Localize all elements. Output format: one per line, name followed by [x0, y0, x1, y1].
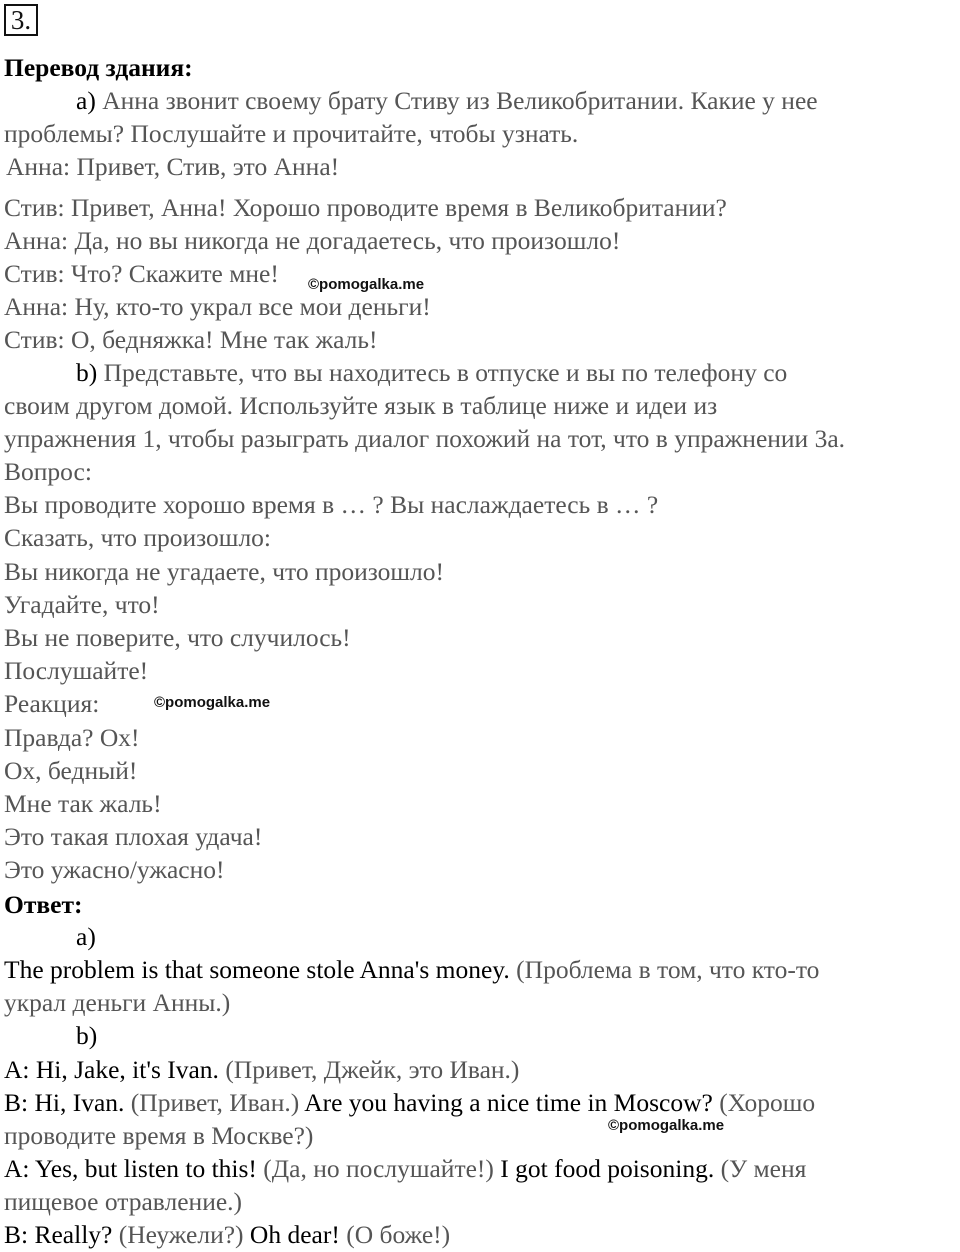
english-text: B: Really?	[4, 1220, 113, 1249]
phrase-line: Послушайте!	[4, 656, 149, 685]
watermark: ©pomogalka.me	[308, 276, 425, 293]
phrase-line: Угадайте, что!	[4, 590, 160, 619]
answer-a-english: The problem is that someone stole Anna's money.	[4, 955, 510, 984]
part-a-line-2: проблемы? Послушайте и прочитайте, чтобы узнать.	[4, 119, 579, 148]
answer-dialogue-line: проводите время в Москве?)	[4, 1121, 314, 1150]
dialogue-line: Стив: Что? Скажите мне!	[4, 259, 279, 288]
answer-dialogue-line: пищевое отравление.)	[4, 1187, 243, 1216]
english-text: B: Hi, Ivan.	[4, 1088, 125, 1117]
part-a-line-1	[76, 86, 818, 116]
english-text: Oh dear!	[249, 1220, 340, 1249]
answer-a-label: a)	[76, 922, 96, 951]
english-text: A: Hi, Jake, it's Ivan.	[4, 1055, 219, 1084]
russian-translation: (У меня	[720, 1154, 807, 1183]
part-b-label: b)	[76, 358, 98, 387]
answer-heading: Ответ:	[4, 890, 83, 919]
phrase-line: Реакция:	[4, 689, 100, 718]
answer-dialogue-line	[4, 1055, 519, 1085]
task-number: 3.	[4, 4, 38, 36]
answer-dialogue-line	[4, 1220, 450, 1250]
watermark: ©pomogalka.me	[608, 1117, 725, 1134]
answer-b-label: b)	[76, 1021, 98, 1050]
answer-a-line-2: украл деньги Анны.)	[4, 988, 231, 1017]
answer-a-line-1	[4, 955, 819, 985]
english-text: Are you having a nice time in Moscow?	[304, 1088, 713, 1117]
russian-translation: (Неужели?)	[118, 1220, 244, 1249]
part-b-line-3: упражнения 1, чтобы разыграть диалог похожий на тот, что в упражнении 3а.	[4, 424, 846, 453]
phrase-line: Вы не поверите, что случилось!	[4, 623, 351, 652]
part-b-line-1	[76, 358, 787, 388]
part-b-text: Представьте, что вы находитесь в отпуске и вы по телефону со	[103, 358, 788, 387]
phrase-line: Ох, бедный!	[4, 756, 138, 785]
russian-translation: (О боже!)	[346, 1220, 451, 1249]
phrase-line: Вы проводите хорошо время в … ? Вы наслаждаетесь в … ?	[4, 490, 659, 519]
english-text: A: Yes, but listen to this!	[4, 1154, 257, 1183]
answer-a-translation: (Проблема в том, что кто-то	[516, 955, 820, 984]
part-b-line-2: своим другом домой. Используйте язык в таблице ниже и идеи из	[4, 391, 718, 420]
phrase-line: Сказать, что произошло:	[4, 523, 272, 552]
phrase-line: Это такая плохая удача!	[4, 822, 263, 851]
answer-dialogue-line	[4, 1088, 815, 1118]
part-a-text: Анна звонит своему брату Стиву из Великобритании. Какие у нее	[102, 86, 818, 115]
phrase-line: Это ужасно/ужасно!	[4, 855, 225, 884]
russian-translation: (Привет, Иван.)	[130, 1088, 300, 1117]
part-a-label: a)	[76, 86, 96, 115]
translation-heading: Перевод здания:	[4, 53, 193, 82]
answer-dialogue-line	[4, 1154, 806, 1184]
phrase-line: Правда? Ох!	[4, 723, 140, 752]
dialogue-line: Анна: Привет, Стив, это Анна!	[6, 152, 340, 181]
dialogue-line: Анна: Ну, кто-то украл все мои деньги!	[4, 292, 431, 321]
phrase-line: Вы никогда не угадаете, что произошло!	[4, 557, 445, 586]
phrase-line: Вопрос:	[4, 457, 92, 486]
dialogue-line: Стив: Привет, Анна! Хорошо проводите время в Великобритании?	[4, 193, 727, 222]
dialogue-line: Анна: Да, но вы никогда не догадаетесь, что произошло!	[4, 226, 621, 255]
watermark: ©pomogalka.me	[154, 694, 271, 711]
phrase-line: Мне так жаль!	[4, 789, 162, 818]
english-text: I got food poisoning.	[500, 1154, 715, 1183]
russian-translation: (Хорошо	[719, 1088, 816, 1117]
russian-translation: (Привет, Джейк, это Иван.)	[225, 1055, 520, 1084]
dialogue-line: Стив: О, бедняжка! Мне так жаль!	[4, 325, 378, 354]
russian-translation: (Да, но послушайте!)	[263, 1154, 494, 1183]
